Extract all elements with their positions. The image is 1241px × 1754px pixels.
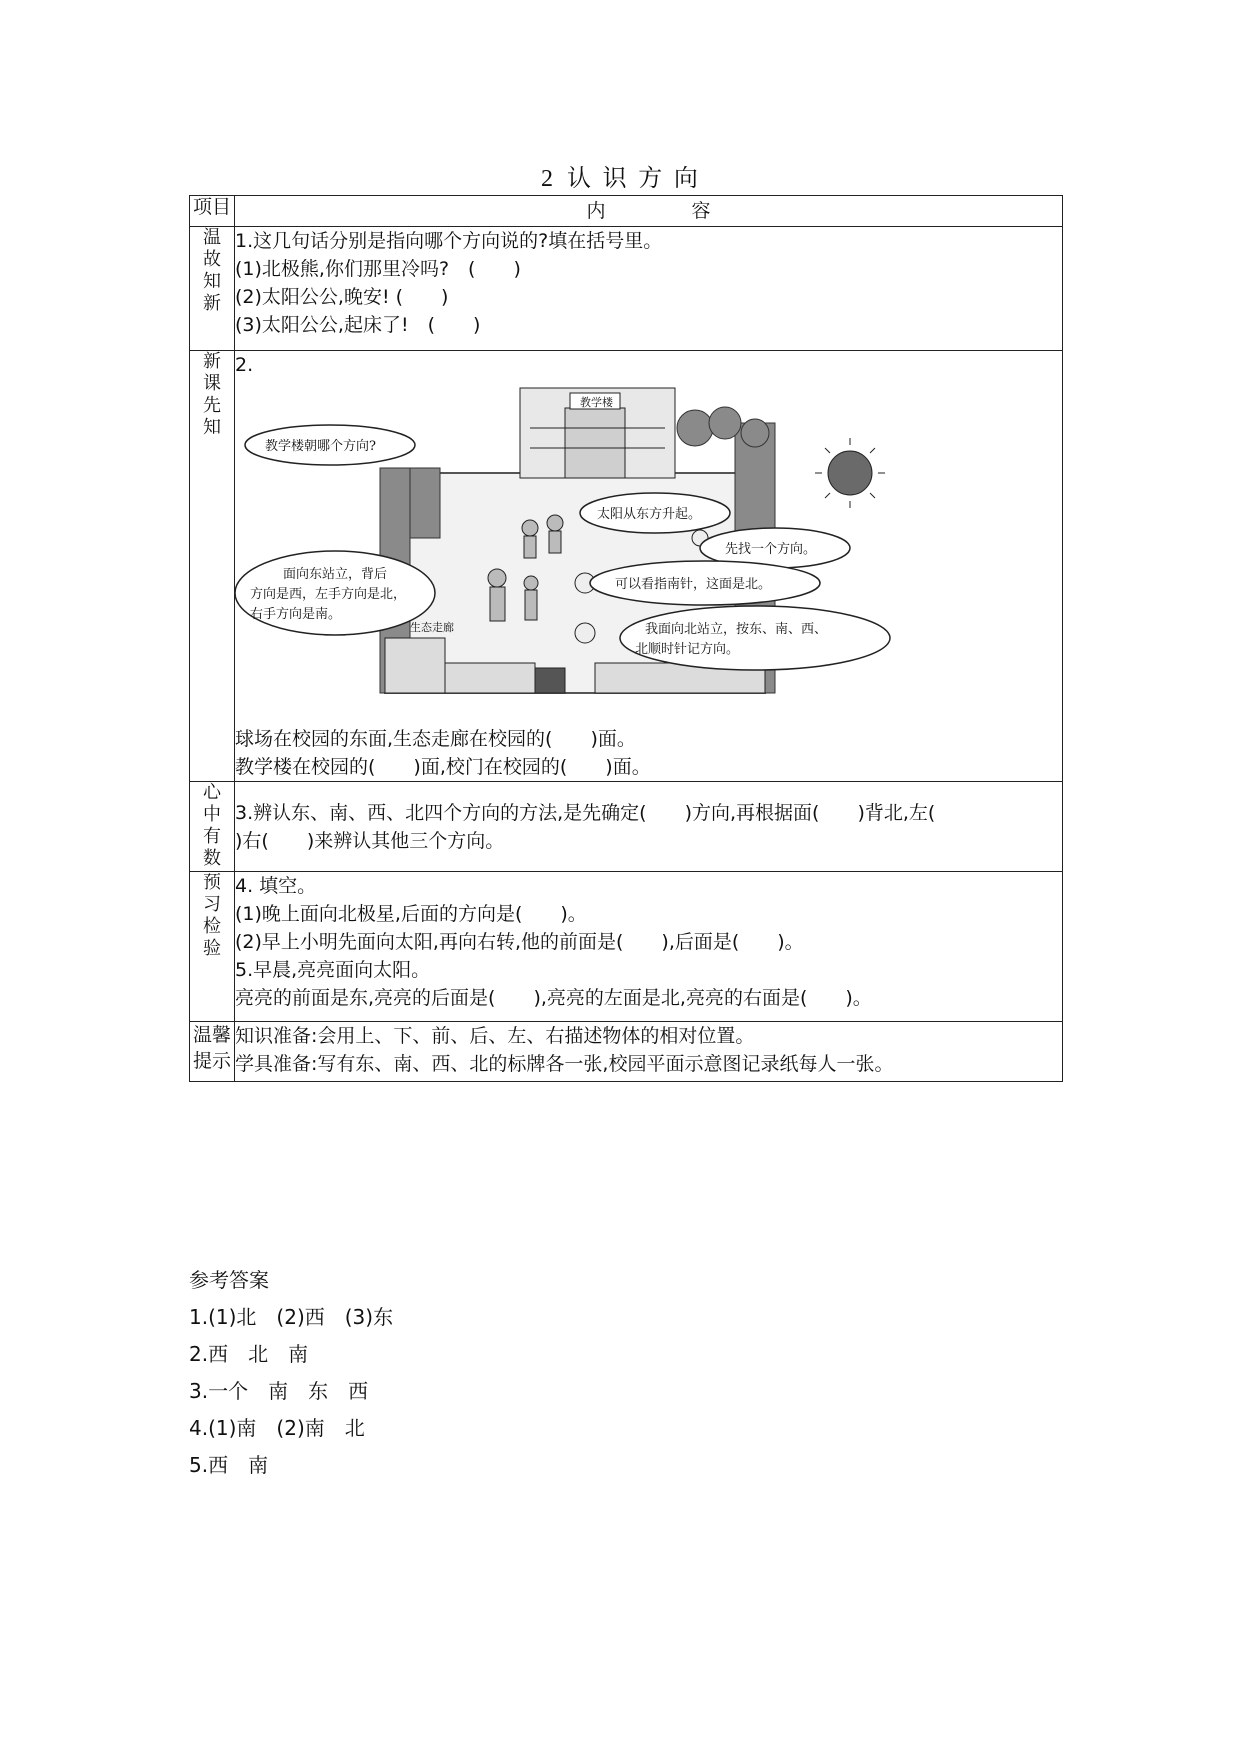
row-tips [190, 1022, 1063, 1082]
row-label: 新 课 先 知 [190, 351, 235, 782]
bubble-east-1: 面向东站立，背后 [283, 567, 388, 582]
question-1-1: (1)北极熊,你们那里冷吗? ( ) [235, 258, 521, 280]
campus-illustration [235, 383, 935, 713]
bubble-north-2: 北顺时针记方向。 [635, 642, 740, 657]
row-new-lesson [190, 351, 1063, 782]
question-5: 5.早晨,亮亮面向太阳。 [235, 959, 431, 981]
row-content [235, 1022, 1063, 1082]
question-2: 2. [235, 354, 254, 376]
answer-line: 2.西 北 南 [189, 1342, 309, 1366]
question-4: 4. 填空。 [235, 875, 317, 897]
row-label: 温 故 知 新 [190, 227, 235, 351]
row-summary [190, 782, 1063, 872]
building-sign: 教学楼 [580, 396, 613, 409]
row-label: 心 中 有 数 [190, 782, 235, 872]
bubble-north-1: 我面向北站立，按东、南、西、 [645, 622, 828, 637]
question-4-1: (1)晚上面向北极星,后面的方向是( )。 [235, 903, 587, 925]
question-3-a: 3.辨认东、南、西、北四个方向的方法,是先确定( )方向,再根据面( )背北,左( [235, 801, 936, 824]
question-1: 1.这几句话分别是指向哪个方向说的?填在括号里。 [235, 230, 663, 252]
question-2-a: 球场在校园的东面,生态走廊在校园的( )面。 [235, 728, 636, 750]
bubble-east-3: 右手方向是南。 [250, 607, 342, 622]
row-label: 温馨 提示 [190, 1022, 235, 1082]
question-1-2: (2)太阳公公,晚安! ( ) [235, 286, 449, 308]
answer-section [189, 1262, 393, 1484]
sun-icon [815, 438, 885, 508]
question-4-2: (2)早上小明先面向太阳,再向右转,他的前面是( ),后面是( )。 [235, 931, 804, 953]
bubble-compass: 可以看指南针，这面是北。 [615, 577, 772, 592]
bubble-sun: 太阳从东方升起。 [597, 507, 702, 522]
answer-line: 4.(1)南 (2)南 北 [189, 1416, 365, 1440]
table-header [190, 196, 1063, 227]
question-5-a: 亮亮的前面是东,亮亮的后面是( ),亮亮的左面是北,亮亮的右面是( )。 [235, 987, 872, 1009]
tip-knowledge: 知识准备:会用上、下、前、后、左、右描述物体的相对位置。 [235, 1025, 755, 1047]
answer-line: 1.(1)北 (2)西 (3)东 [189, 1305, 394, 1329]
header-item: 项目 [190, 196, 235, 227]
row-content [235, 351, 1063, 782]
question-2-b: 教学楼在校园的( )面,校门在校园的( )面。 [235, 756, 651, 778]
bubble-east-2: 方向是西，左手方向是北， [250, 587, 407, 602]
answer-line: 3.一个 南 东 西 [189, 1379, 369, 1403]
question-3-b: )右( )来辨认其他三个方向。 [235, 829, 505, 852]
header-content: 内 容 [235, 196, 1063, 227]
tip-tools: 学具准备:写有东、南、西、北的标牌各一张,校园平面示意图记录纸每人一张。 [235, 1053, 894, 1075]
row-content [235, 872, 1063, 1022]
row-content [235, 227, 1063, 351]
page-title [0, 158, 1241, 193]
row-preview-check [190, 872, 1063, 1022]
question-1-3: (3)太阳公公,起床了! ( ) [235, 314, 481, 336]
worksheet-table [189, 195, 1063, 1082]
answer-line: 5.西 南 [189, 1453, 269, 1477]
title-text: 认 识 方 向 [567, 164, 700, 192]
row-content [235, 782, 1063, 872]
bubble-first: 先找一个方向。 [725, 542, 817, 557]
bubble-question: 教学楼朝哪个方向? [265, 439, 376, 454]
title-number: 2 [541, 166, 556, 192]
answer-heading: 参考答案 [189, 1268, 269, 1292]
row-label: 预 习 检 验 [190, 872, 235, 1022]
corridor-sign: 生态走廊 [410, 621, 454, 634]
row-review [190, 227, 1063, 351]
